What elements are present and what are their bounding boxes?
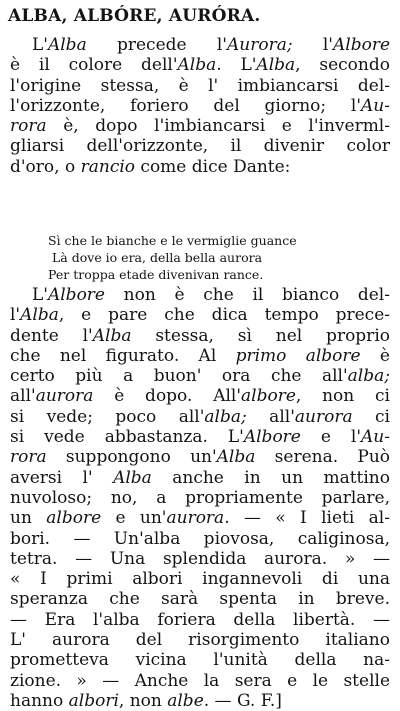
text-line: dente l'Alba stessa, sì nel proprio (10, 325, 390, 346)
text-line: certo più a buon' ora che all'alba; (10, 366, 390, 387)
text-line: all'aurora è dopo. All'albore, non ci (10, 386, 390, 407)
text-line: speranza che sarà spenta in breve. (10, 589, 390, 610)
text-line: L'Albore non è che il bianco del- (32, 285, 390, 305)
text-line: aversi l' Alba anche in un mattino (10, 467, 390, 488)
paragraph-2 (10, 285, 390, 711)
quote-line: Per troppa etade divenivan rance. (48, 267, 264, 282)
quote-line: Sì che le bianche e le vermiglie guance (48, 233, 297, 248)
text-line: che nel figurato. Al primo albore è (10, 345, 390, 366)
text-line: rora è, dopo l'imbiancarsi e l'inverml- (10, 116, 390, 137)
text-line: zione. » — Anche la sera e le stelle (10, 670, 390, 691)
text-line: si vede; poco all'alba; all'aurora ci (10, 406, 390, 427)
text-line: tetra. — Una splendida aurora. » — (10, 548, 390, 569)
text-line: « I primi albori ingannevoli di una (10, 569, 390, 590)
entry-heading: ALBA, ALBÓRE, AURÓRA. (8, 6, 261, 26)
text-line: l'orizzonte, foriero del giorno; l'Au- (10, 95, 390, 116)
text-line: bori. — Un'alba piovosa, caliginosa, (10, 528, 390, 549)
text-line: d'oro, o rancio come dice Dante: (10, 156, 291, 177)
text-line: l'origine stessa, è l' imbiancarsi del- (10, 75, 390, 96)
text-line: l'Alba, e pare che dica tempo prece- (10, 305, 390, 326)
text-line: è il colore dell'Alba. L'Alba, secondo (10, 55, 390, 76)
quote-line: Là dove io era, della bella aurora (52, 250, 263, 265)
text-line: un albore e un'aurora. — « I lieti al- (10, 508, 390, 529)
text-line: si vede abbastanza. L'Albore e l'Au- (10, 427, 390, 448)
text-line: gliarsi dell'orizzonte, il divenir color (10, 136, 390, 157)
paragraph-1 (10, 35, 390, 177)
text-line: L' aurora del risorgimento italiano (10, 630, 390, 651)
text-line: prometteva vicina l'unità della na- (10, 650, 390, 671)
text-line: L'Alba precede l'Aurora; l'Albore (32, 35, 391, 55)
text-line: rora suppongono un'Alba serena. Può (10, 447, 390, 468)
text-line: — Era l'alba foriera della libertà. — (10, 609, 390, 630)
text-line: hanno albori, non albe. — G. F.] (10, 690, 282, 711)
dante-quotation (48, 232, 388, 283)
text-line: nuvoloso; no, a propriamente parlare, (10, 487, 390, 508)
